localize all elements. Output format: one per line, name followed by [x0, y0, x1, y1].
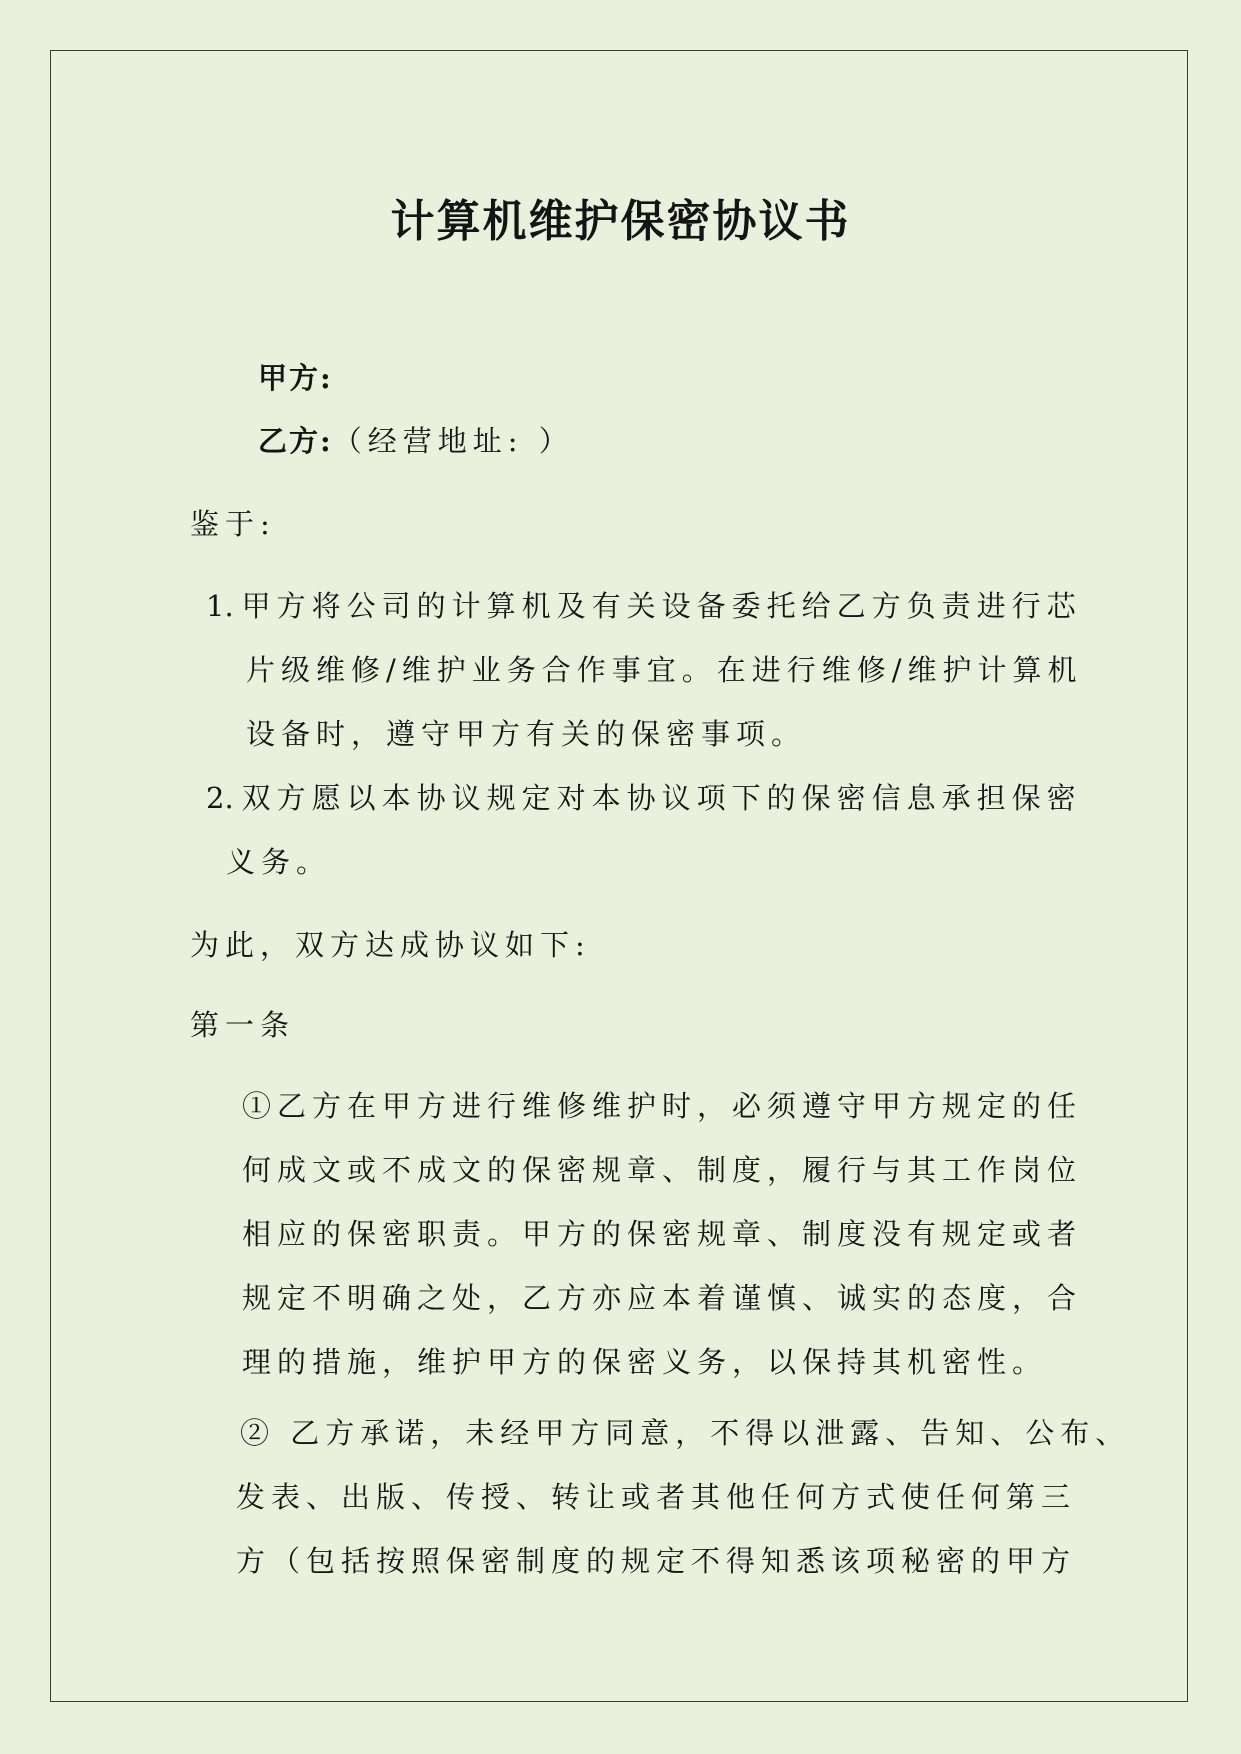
recital-2-number: 2. [206, 781, 234, 815]
agreement-intro: 为此，双方达成协议如下: [190, 928, 591, 962]
recital-1-line-1 [206, 586, 1082, 626]
article-heading: 第一条 [190, 1008, 296, 1042]
clause-1-line-5: 理的措施，维护甲方的保密义务，以保持其机密性。 [242, 1345, 1048, 1379]
clause-2-line-2: 发表、出版、传授、转让或者其他任何方式使任何第三 [236, 1480, 1077, 1514]
whereas-heading: 鉴于: [190, 507, 276, 541]
recital-1-line-2: 片级维修/维护业务合作事宜。在进行维修/维护计算机 [246, 653, 1083, 687]
clause-2-line-1: ② 乙方承诺，未经甲方同意，不得以泄露、告知、公布、 [240, 1416, 1131, 1450]
recital-1-number: 1. [206, 589, 234, 623]
recital-2-line-1 [206, 778, 1082, 818]
party-b-address: （经营地址: ） [332, 424, 574, 458]
clause-1-line-4: 规定不明确之处，乙方亦应本着谨慎、诚实的态度，合 [242, 1281, 1083, 1315]
party-b-label: 乙方: [258, 424, 333, 458]
clause-2-line-3: 方（包括按照保密制度的规定不得知悉该项秘密的甲方 [236, 1544, 1077, 1578]
party-b-line [258, 421, 574, 461]
recital-2-line-2: 义务。 [226, 845, 332, 879]
recital-1-text: 甲方将公司的计算机及有关设备委托给乙方负责进行芯 [241, 589, 1082, 623]
recital-1-line-3: 设备时，遵守甲方有关的保密事项。 [246, 717, 807, 751]
party-a-label: 甲方: [258, 361, 333, 395]
page-border [50, 50, 1188, 1702]
document-title: 计算机维护保密协议书 [390, 196, 851, 247]
clause-1-line-2: 何成文或不成文的保密规章、制度，履行与其工作岗位 [242, 1153, 1083, 1187]
clause-1-line-1: ①乙方在甲方进行维修维护时，必须遵守甲方规定的任 [242, 1089, 1083, 1123]
clause-1-line-3: 相应的保密职责。甲方的保密规章、制度没有规定或者 [242, 1217, 1083, 1251]
recital-2-text: 双方愿以本协议规定对本协议项下的保密信息承担保密 [241, 781, 1082, 815]
